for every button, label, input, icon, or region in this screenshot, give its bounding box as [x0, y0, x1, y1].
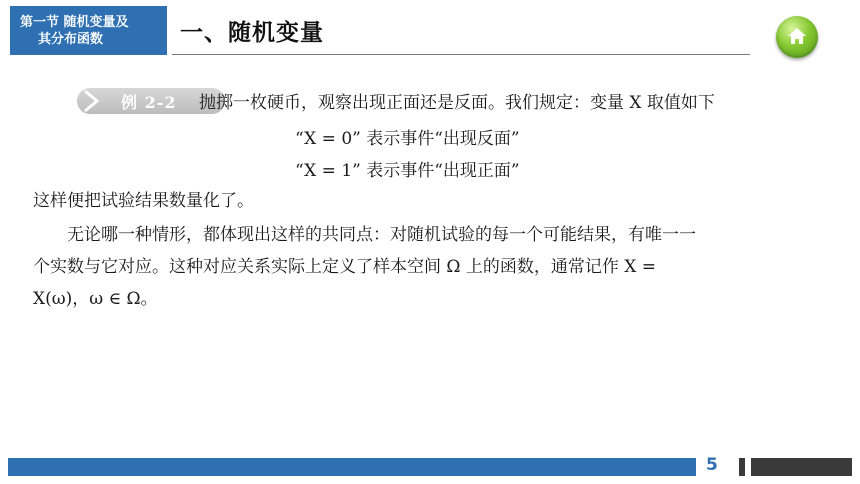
- section-label-line1: 第一节 随机变量及: [20, 14, 129, 30]
- home-icon: [787, 26, 807, 46]
- home-button[interactable]: [776, 16, 818, 58]
- footer-bar: [8, 458, 696, 476]
- page-title: 一、随机变量: [180, 20, 324, 46]
- example-label: 例 2-2: [121, 93, 177, 112]
- example-lead: 抛掷一枚硬币，观察出现正面还是反面。我们规定：变量 X 取值如下: [199, 93, 715, 113]
- section-badge: [10, 6, 167, 55]
- page-number: 5: [706, 455, 718, 475]
- paragraph-line-3: X(ω)，ω ∈ Ω。: [33, 289, 158, 309]
- title-divider: [172, 54, 750, 55]
- section-label-line2: 其分布函数: [38, 31, 104, 47]
- footer-separator: [739, 458, 745, 476]
- chevron-right-icon: [81, 88, 111, 114]
- example-case-1: “X = 1” 表示事件“出现正面”: [295, 161, 520, 181]
- paragraph-line-1: 无论哪一种情形，都体现出这样的共同点：对随机试验的每一个可能结果，有唯一一: [67, 225, 696, 245]
- footer-dark-block: [751, 458, 852, 476]
- example-case-0: “X = 0” 表示事件“出现反面”: [295, 129, 520, 149]
- example-conclusion: 这样便把试验结果数量化了。: [33, 191, 254, 211]
- paragraph-line-2: 个实数与它对应。这种对应关系实际上定义了样本空间 Ω 上的函数，通常记作 X =: [33, 257, 657, 277]
